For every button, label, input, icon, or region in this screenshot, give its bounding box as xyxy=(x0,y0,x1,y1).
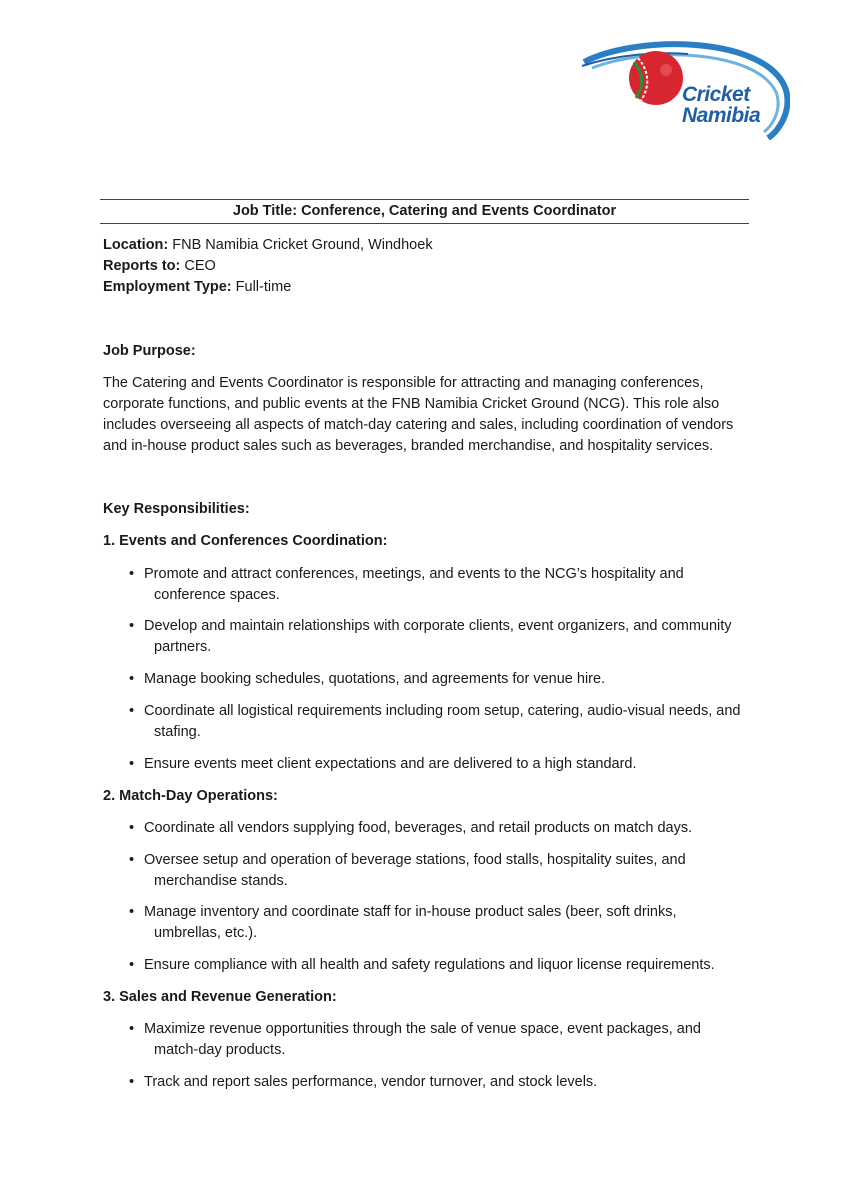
list-item-text: merchandise stands. xyxy=(154,873,288,889)
section-heading: 3. Sales and Revenue Generation: xyxy=(103,989,337,1005)
bullet-icon: • xyxy=(129,904,135,920)
list-item-text: Ensure compliance with all health and safety regulations and liquor license requirements. xyxy=(144,957,715,973)
job-title: Job Title: Conference, Catering and Events Coordinator xyxy=(232,203,617,219)
meta-employment-type xyxy=(103,277,291,297)
logo-text-namibia: Namibia xyxy=(682,104,761,127)
purpose-line: The Catering and Events Coordinator is responsible for attracting and managing conferences, xyxy=(103,375,704,391)
list-item-text: Coordinate all vendors supplying food, beverages, and retail products on match days. xyxy=(144,820,693,836)
meta-value: Full-time xyxy=(231,279,292,295)
purpose-line: and in-house product sales such as beverages, branded merchandise, and hospitality services. xyxy=(103,438,714,454)
logo-text-cricket: Cricket xyxy=(682,83,750,106)
list-item xyxy=(129,616,757,658)
list-item-text: Manage inventory and coordinate staff for in-house product sales (beer, soft drinks, xyxy=(144,904,677,920)
list-item-text: Develop and maintain relationships with corporate clients, event organizers, and community xyxy=(144,618,732,634)
list-item xyxy=(129,955,757,976)
bullet-icon: • xyxy=(129,756,135,772)
list-item xyxy=(129,701,757,743)
meta-label: Location: xyxy=(103,237,169,253)
key-responsibilities-heading: Key Responsibilities: xyxy=(103,501,250,517)
list-item-text: Ensure events meet client expectations and are delivered to a high standard. xyxy=(144,756,637,772)
section-heading: 2. Match-Day Operations: xyxy=(103,788,278,804)
meta-value: FNB Namibia Cricket Ground, Windhoek xyxy=(168,237,433,253)
purpose-line: includes overseeing all aspects of match-day catering and sales, including coordination of vendors xyxy=(103,417,734,433)
meta-label: Reports to: xyxy=(103,258,181,274)
purpose-line: corporate functions, and public events at the FNB Namibia Cricket Ground (NCG). This role also xyxy=(103,396,720,412)
meta-value: CEO xyxy=(180,258,216,274)
list-item-text: Maximize revenue opportunities through the sale of venue space, event packages, and xyxy=(144,1021,701,1037)
title-bottom-rule xyxy=(100,223,749,224)
list-item xyxy=(129,1072,757,1093)
meta-reports-to xyxy=(103,256,216,276)
section-heading: 1. Events and Conferences Coordination: xyxy=(103,533,388,549)
purpose-paragraph xyxy=(103,373,755,457)
list-item xyxy=(129,1019,757,1061)
list-item-text: Coordinate all logistical requirements including room setup, catering, audio-visual needs, and xyxy=(144,703,741,719)
bullet-icon: • xyxy=(129,1021,135,1037)
list-item-text: stafing. xyxy=(154,724,201,740)
list-item-text: match-day products. xyxy=(154,1042,286,1058)
bullet-icon: • xyxy=(129,703,135,719)
list-item-text: Manage booking schedules, quotations, and agreements for venue hire. xyxy=(144,671,606,687)
purpose-heading: Job Purpose: xyxy=(103,343,196,359)
list-item-text: umbrellas, etc.). xyxy=(154,925,258,941)
list-item xyxy=(129,902,757,944)
bullet-icon: • xyxy=(129,1074,135,1090)
list-item-text: conference spaces. xyxy=(154,587,280,603)
list-item-text: Track and report sales performance, vendor turnover, and stock levels. xyxy=(144,1074,598,1090)
list-item xyxy=(129,850,757,892)
meta-location xyxy=(103,235,433,255)
bullet-icon: • xyxy=(129,671,135,687)
list-item-text: Oversee setup and operation of beverage stations, food stalls, hospitality suites, and xyxy=(144,852,686,868)
list-item xyxy=(129,818,757,839)
list-item xyxy=(129,754,757,775)
bullet-icon: • xyxy=(129,957,135,973)
list-item-text: partners. xyxy=(154,639,212,655)
bullet-icon: • xyxy=(129,852,135,868)
bullet-icon: • xyxy=(129,618,135,634)
bullet-icon: • xyxy=(129,820,135,836)
meta-label: Employment Type: xyxy=(103,279,232,295)
title-top-rule xyxy=(100,199,749,200)
list-item xyxy=(129,564,757,606)
bullet-icon: • xyxy=(129,566,135,582)
list-item-text: Promote and attract conferences, meetings, and events to the NCG’s hospitality and xyxy=(144,566,684,582)
list-item xyxy=(129,669,757,690)
